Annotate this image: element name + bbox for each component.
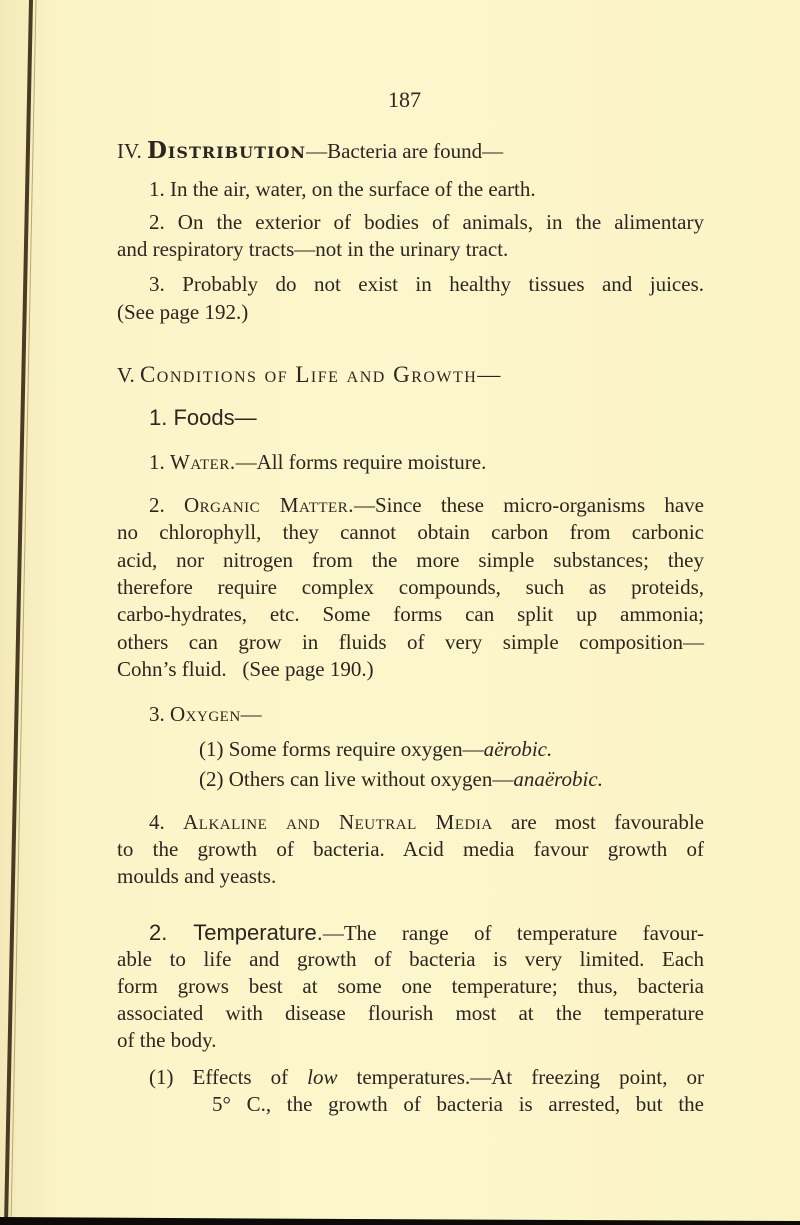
text-segment: IV. [117,139,147,163]
text-segment: carbo-hydrates, etc. Some forms can split up ammonia; [117,602,704,626]
text-segment: —Bacteria are found— [306,139,504,163]
text-segment: 5° C., the growth of bacteria is arrested, but the [212,1092,704,1116]
page-number: 187 [388,87,421,112]
text-line [117,946,704,973]
text-segment: (1) Effects of [149,1065,308,1089]
small-caps-heading: Distribution [146,137,307,164]
section-heading: 1. Foods— [149,405,257,430]
italic-text: aërobic. [483,737,553,761]
text-segment: to the growth of bacteria. Acid media favour growth of [117,837,704,861]
text-line [117,836,704,863]
small-caps-heading: Organic Matter. [183,493,354,517]
small-caps-heading: Oxygen— [170,702,263,726]
text-segment: 3. Probably do not exist in healthy tissues and juices. [149,272,704,296]
text-segment: 2. On the exterior of bodies of animals, in the alimentary [149,210,704,234]
text-segment: 2. [149,493,184,517]
text-line [199,736,552,763]
text-line [117,236,508,263]
text-segment: —All forms require moisture. [235,450,487,474]
text-line [117,629,704,656]
text-line [149,809,704,836]
text-line [117,973,704,1000]
text-segment: associated with disease flourish most at the temperature [117,1001,704,1025]
text-segment: (See page 192.) [117,300,249,324]
text-line [199,766,603,793]
text-segment: able to life and growth of bacteria is very limited. Each [117,947,704,971]
text-line [212,1091,704,1118]
italic-text: anaërobic. [513,767,603,791]
text-line [117,863,276,890]
text-segment: of the body. [117,1028,217,1052]
text-line [149,176,536,203]
text-segment: Cohn’s fluid. (See page 190.) [117,657,374,681]
text-segment: are most favourable [492,810,704,834]
text-segment: —The range of temperature favour- [322,921,704,945]
text-line [149,1064,704,1091]
text-segment: 3. [149,702,170,726]
text-segment: (2) Others can live without oxygen— [199,767,514,791]
text-line [117,547,704,574]
text-line [117,299,248,326]
text-segment: temperatures.—At freezing point, or [337,1065,705,1089]
text-segment: —Since these micro-organisms have [353,493,705,517]
text-segment: V. [117,363,140,387]
small-caps-heading: Water. [170,450,236,474]
text-segment: no chlorophyll, they cannot obtain carbon from carbonic [117,520,704,544]
text-segment: (1) Some forms require oxygen— [199,737,484,761]
text-line [117,137,503,164]
text-segment: acid, nor nitrogen from the more simple substances; they [117,548,704,572]
text-line [149,271,704,298]
binding-shadow-line [11,0,36,1225]
binding-line [6,0,31,1225]
text-line [149,492,704,519]
text-segment: others can grow in fluids of very simple composition— [117,630,704,654]
small-caps-heading: Alkaline and Neutral Media [183,810,493,834]
text-segment: therefore require complex compounds, such as proteids, [117,575,704,599]
text-line [149,404,257,431]
text-line [117,1027,217,1054]
text-line [117,574,704,601]
italic-text: low [307,1065,338,1089]
text-segment: 4. [149,810,184,834]
text-segment: form grows best at some one temperature; thus, bacteria [117,974,704,998]
text-line [149,919,704,946]
text-line [149,449,486,476]
text-segment: 1. [149,450,170,474]
text-line [117,1000,704,1027]
section-heading: 2. Temperature. [149,920,323,945]
text-line [149,701,262,728]
text-line [149,209,704,236]
text-segment: moulds and yeasts. [117,864,277,888]
text-line [117,656,374,683]
text-line [117,601,704,628]
text-line [117,361,502,388]
text-segment: and respiratory tracts—not in the urinary tract. [117,237,509,261]
bottom-edge-shadow [0,1217,800,1225]
text-segment: 1. In the air, water, on the surface of the earth. [149,177,536,201]
text-line [117,519,704,546]
small-caps-heading: Conditions of Life and Growth— [139,362,502,387]
